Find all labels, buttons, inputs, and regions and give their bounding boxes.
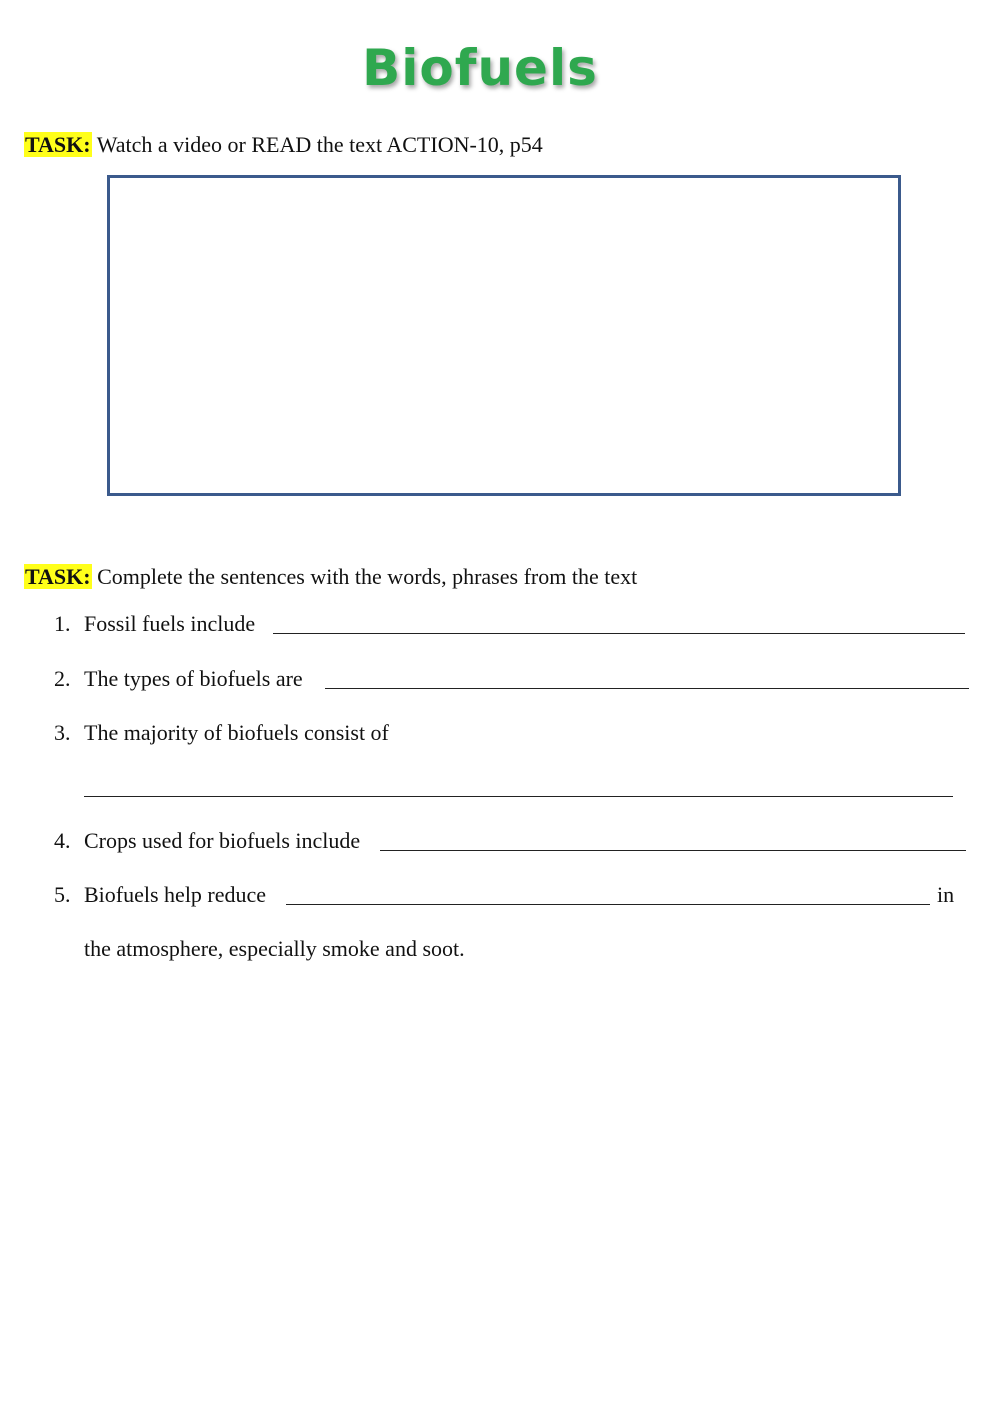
answer-blank-2[interactable] bbox=[325, 687, 969, 689]
page-title: Biofuels bbox=[362, 39, 598, 97]
task-complete-sentences bbox=[24, 563, 637, 591]
item-continuation: the atmosphere, especially smoke and soot. bbox=[84, 936, 465, 961]
video-placeholder-box[interactable] bbox=[107, 175, 901, 496]
item-number: 5. bbox=[54, 882, 71, 907]
item-number: 4. bbox=[54, 828, 71, 853]
list-item bbox=[84, 827, 360, 855]
item-number: 2. bbox=[54, 666, 71, 691]
answer-blank-5[interactable] bbox=[286, 903, 930, 905]
task-label: TASK: bbox=[25, 564, 91, 589]
list-item bbox=[84, 719, 389, 747]
list-item bbox=[84, 665, 303, 693]
item-text: Biofuels help reduce bbox=[84, 882, 267, 907]
item-text: The majority of biofuels consist of bbox=[84, 720, 389, 745]
answer-blank-1[interactable] bbox=[273, 632, 965, 634]
item-text: Fossil fuels include bbox=[84, 611, 256, 636]
task-label: TASK: bbox=[25, 132, 91, 157]
task-watch-video bbox=[24, 131, 543, 159]
item-number: 1. bbox=[54, 611, 71, 636]
item-trailing-text: in bbox=[937, 882, 955, 907]
answer-blank-4[interactable] bbox=[380, 849, 966, 851]
answer-blank-3[interactable] bbox=[84, 795, 953, 797]
task-instruction: Watch a video or READ the text ACTION-10, p54 bbox=[96, 132, 543, 157]
item-text: The types of biofuels are bbox=[84, 666, 303, 691]
list-item bbox=[84, 881, 266, 909]
list-item bbox=[84, 610, 255, 638]
item-text: Crops used for biofuels include bbox=[84, 828, 361, 853]
item-number: 3. bbox=[54, 720, 71, 745]
task-instruction: Complete the sentences with the words, phrases from the text bbox=[97, 564, 638, 589]
